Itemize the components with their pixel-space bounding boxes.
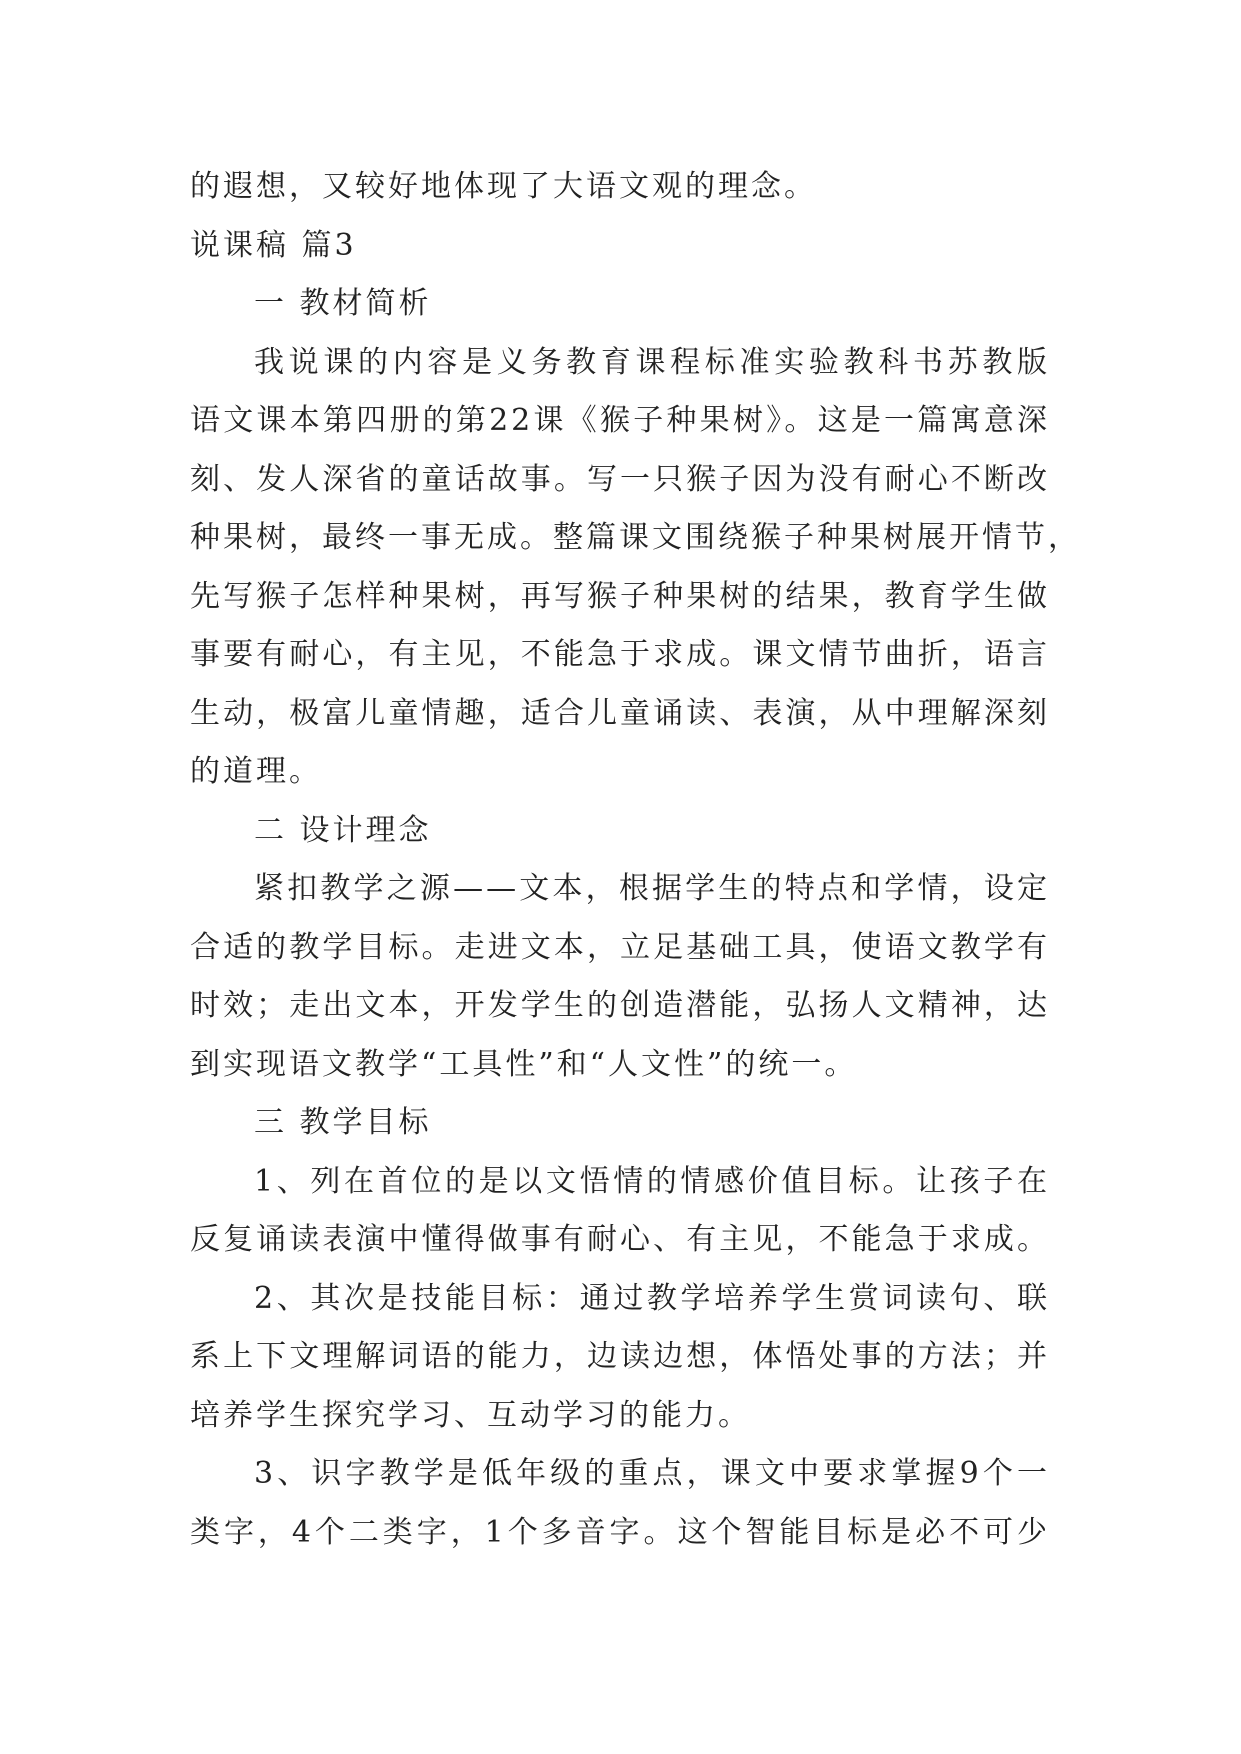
text-line: 系上下文理解词语的能力，边读边想，体悟处事的方法；并 (190, 1339, 1050, 1374)
text-line: 种果树，最终一事无成。整篇课文围绕猴子种果树展开情节， (190, 520, 1081, 555)
text-line: 培养学生探究学习、互动学习的能力。 (190, 1397, 751, 1433)
text-line: 我说课的内容是义务教育课程标准实验教科书苏教版 (254, 344, 1050, 380)
text-line: 事要有耐心，有主见，不能急于求成。课文情节曲折，语言 (190, 637, 1050, 672)
text-line: 的遐想，又较好地体现了大语文观的理念。 (190, 169, 817, 204)
document-body (190, 158, 1081, 1562)
text-line: 类字，4个二类字，1个多音字。这个智能目标是必不可少 (190, 1514, 1050, 1550)
section-heading: 一 教材简析 (254, 286, 432, 321)
text-line: 2、其次是技能目标：通过教学培养学生赏词读句、联 (254, 1280, 1050, 1316)
text-line: 时效；走出文本，开发学生的创造潜能，弘扬人文精神，达 (190, 988, 1050, 1023)
section-heading: 三 教学目标 (254, 1105, 432, 1140)
text-line: 紧扣教学之源——文本，根据学生的特点和学情，设定 (254, 871, 1050, 906)
text-line: 语文课本第四册的第22课《猴子种果树》。这是一篇寓意深 (190, 403, 1050, 438)
text-line: 刻、发人深省的童话故事。写一只猴子因为没有耐心不断改 (190, 461, 1050, 497)
text-line: 3、识字教学是低年级的重点，课文中要求掌握9个一 (254, 1456, 1050, 1491)
text-line: 生动，极富儿童情趣，适合儿童诵读、表演，从中理解深刻 (190, 695, 1050, 731)
text-line: 到实现语文教学“工具性”和“人文性”的统一。 (190, 1046, 858, 1082)
text-line: 1、列在首位的是以文悟情的情感价值目标。让孩子在 (254, 1163, 1050, 1199)
section-heading: 二 设计理念 (254, 812, 432, 848)
section-title: 说课稿 篇3 (190, 227, 357, 263)
text-line: 反复诵读表演中懂得做事有耐心、有主见，不能急于求成。 (190, 1222, 1050, 1257)
text-line: 合适的教学目标。走进文本，立足基础工具，使语文教学有 (190, 929, 1050, 965)
text-line: 先写猴子怎样种果树，再写猴子种果树的结果，教育学生做 (190, 578, 1050, 614)
text-line: 的道理。 (190, 754, 322, 789)
